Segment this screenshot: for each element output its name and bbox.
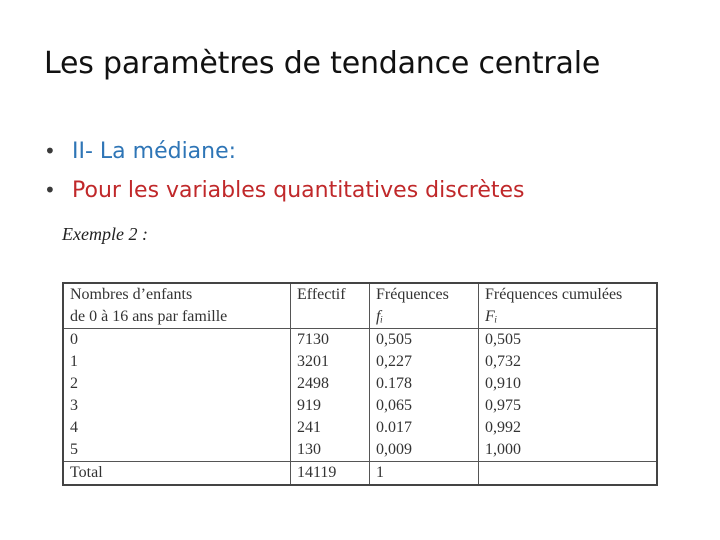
- table-cell: 0.017: [370, 417, 479, 439]
- table-cell: [479, 462, 658, 486]
- table-cell: 130: [291, 439, 370, 462]
- bullet-item-variables: [44, 171, 525, 210]
- table-cell: 0,505: [479, 329, 658, 352]
- table-cell: 1: [370, 462, 479, 486]
- bullet-text: II- La médiane:: [72, 139, 237, 164]
- table-cell: 0,732: [479, 351, 658, 373]
- table-row: [63, 395, 657, 417]
- table-cell: 2498: [291, 373, 370, 395]
- table-cell: 0,009: [370, 439, 479, 462]
- header-cell: de 0 à 16 ans par famille: [63, 306, 291, 329]
- table-row: [63, 439, 657, 462]
- table-cell: 0: [70, 331, 78, 348]
- header-symbol: fᵢ: [370, 306, 479, 329]
- header-symbol: Fᵢ: [479, 306, 658, 329]
- frequency-table: [62, 282, 658, 486]
- bullet-list: [44, 132, 525, 210]
- bullet-text: Pour les variables quantitatives discrètes: [72, 178, 525, 203]
- table-cell: 0,910: [479, 373, 658, 395]
- table-cell: 3201: [291, 351, 370, 373]
- bullet-dot-icon: •: [44, 178, 56, 202]
- bullet-item-mediane: [44, 132, 525, 171]
- header-cell: Effectif: [291, 283, 370, 306]
- table-row: [63, 351, 657, 373]
- table-cell: 1: [70, 353, 78, 370]
- table-cell: 5: [70, 441, 78, 458]
- header-cell: Fréquences cumulées: [479, 283, 658, 306]
- table-total-row: [63, 462, 657, 486]
- table-cell: 1,000: [479, 439, 658, 462]
- table-cell: Total: [63, 462, 291, 486]
- table-cell: 919: [291, 395, 370, 417]
- table-cell: 14119: [291, 462, 370, 486]
- table-row: [63, 373, 657, 395]
- table-cell: 0,505: [370, 329, 479, 352]
- table-cell: 0.178: [370, 373, 479, 395]
- table-cell: 4: [70, 419, 78, 436]
- header-cell: Fréquences: [370, 283, 479, 306]
- header-cell: [291, 306, 370, 329]
- bullet-dot-icon: •: [44, 139, 56, 163]
- table-cell: 0,227: [370, 351, 479, 373]
- table-row: [63, 417, 657, 439]
- table-cell: 7130: [291, 329, 370, 352]
- table-row: [63, 329, 657, 352]
- slide-title: Les paramètres de tendance centrale: [44, 46, 601, 81]
- table-cell: 0,065: [370, 395, 479, 417]
- table-header-row: [63, 306, 657, 329]
- header-cell: Nombres d’enfants: [70, 286, 193, 303]
- table-cell: 2: [70, 375, 78, 392]
- table-cell: 0,975: [479, 395, 658, 417]
- table-cell: 3: [70, 397, 78, 414]
- example-label: Exemple 2 :: [62, 224, 148, 244]
- table-cell: 241: [291, 417, 370, 439]
- table-cell: 0,992: [479, 417, 658, 439]
- table-header-row: [63, 283, 657, 306]
